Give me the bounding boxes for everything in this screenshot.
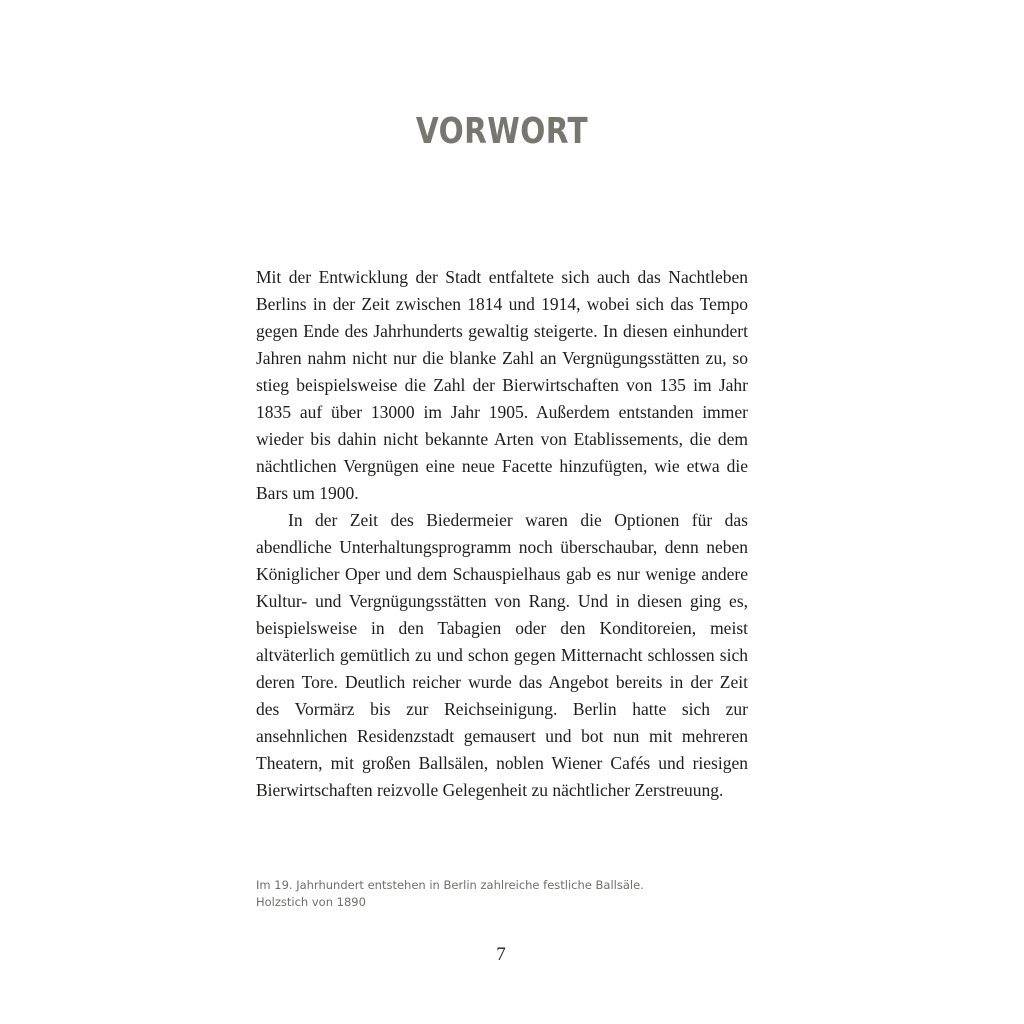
chapter-title: VORWORT xyxy=(415,111,589,152)
body-text xyxy=(256,264,748,804)
image-caption xyxy=(256,877,756,911)
caption-line-2: Holzstich von 1890 xyxy=(256,895,366,909)
page-number: 7 xyxy=(496,944,506,965)
paragraph-1: Mit der Entwicklung der Stadt entfaltete sich auch das Nachtleben Berlins in der Zeit zwischen 1814 und 1914, wobei sich das Tempo gegen Ende des Jahrhunderts gewaltig steigerte. In diesen einhundert Jahren nahm nicht nur die blanke Zahl an Vergnügungsstätten zu, so stieg beispielsweise die Zahl der Bierwirtschaften von 135 im Jahr 1835 auf über 13000 im Jahr 1905. Außerdem entstanden immer wieder bis dahin nicht bekannte Arten von Etablissements, die dem nächtlichen Vergnügen eine neue Facette hinzufügten, wie etwa die Bars um 1900. xyxy=(256,267,748,503)
paragraph-2: In der Zeit des Biedermeier waren die Optionen für das abendliche Unterhaltungsprogramm noch überschaubar, denn neben Königlicher Oper und dem Schauspielhaus gab es nur wenige andere Kultur- und Vergnügungsstätten von Rang. Und in diesen ging es, beispielsweise in den Tabagien oder den Konditoreien, meist altväterlich gemütlich zu und schon gegen Mitternacht schlossen sich deren Tore. Deutlich reicher wurde das Angebot bereits in der Zeit des Vormärz bis zur Reichseinigung. Berlin hatte sich zur ansehnlichen Residenzstadt gemausert und bot nun mit mehreren Theatern, mit großen Ballsälen, noblen Wiener Cafés und riesigen Bierwirtschaften reizvolle Gelegenheit zu nächtlicher Zerstreuung. xyxy=(256,510,748,800)
caption-line-1: Im 19. Jahrhundert entstehen in Berlin zahlreiche festliche Ballsäle. xyxy=(256,878,644,892)
